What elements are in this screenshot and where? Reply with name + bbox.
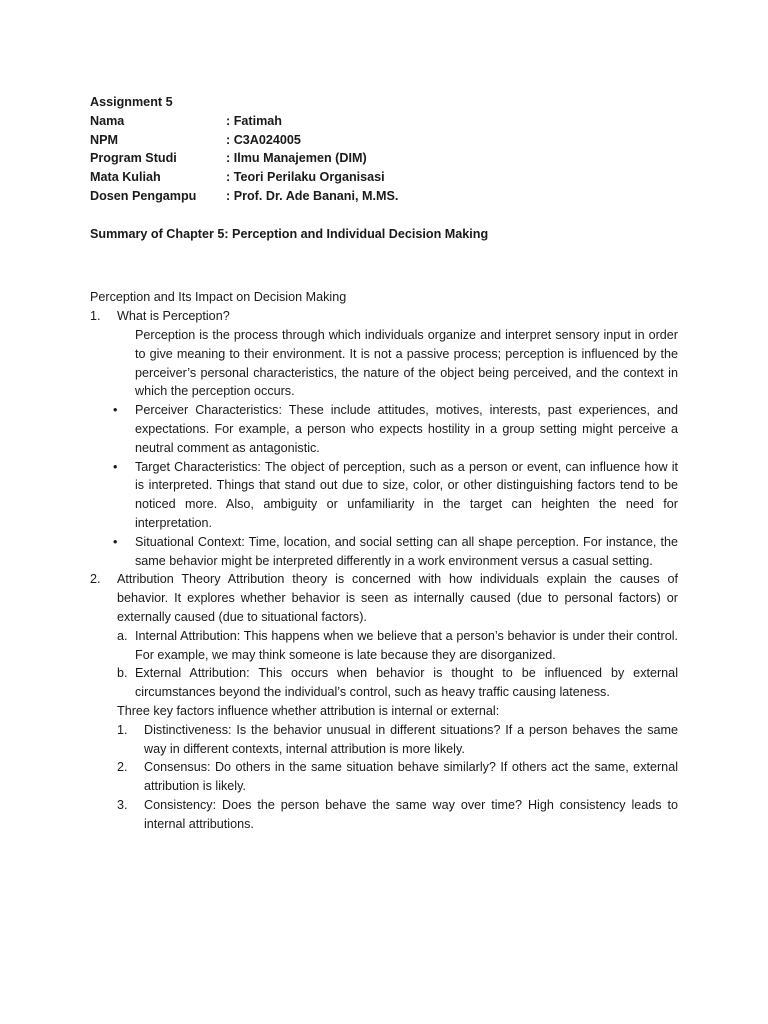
sub-text: External Attribution: This occurs when behavior is thought to be influenced by external circumstances beyond the individual’s control, such as heavy traffic causing lateness. [135, 666, 678, 700]
field-label: Mata Kuliah [90, 170, 161, 185]
field-npm [90, 131, 678, 150]
bullet-item [90, 533, 678, 571]
sub-item-b [90, 664, 678, 702]
field-label: NPM [90, 132, 118, 147]
factor-text: Distinctiveness: Is the behavior unusual in different situations? If a person behaves the same way in different contexts, internal attribution is more likely. [144, 722, 678, 756]
field-value: : Prof. Dr. Ade Banani, M.MS. [226, 188, 399, 203]
section-title: Perception and Its Impact on Decision Making [90, 290, 347, 305]
factor-text: Consistency: Does the person behave the same way over time? High consistency leads to internal attributions. [144, 797, 678, 831]
field-label: Dosen Pengampu [90, 188, 197, 203]
field-value: : Ilmu Manajemen (DIM) [226, 151, 367, 166]
factor-item [90, 758, 678, 796]
bullet-text: Perceiver Characteristics: These include attitudes, motives, interests, past experiences, and expectations. For example, a person who expects hostility in a group setting might perceive a neutral comment as antagonistic. [135, 403, 678, 455]
perception-paragraph: Perception is the process through which individuals organize and interpret sensory input in order to give meaning to their environment. It is not a passive process; perception is influenced by the perceiver’s personal characteristics, the nature of the object being perceived, and the context in which the perception occurs. [135, 327, 678, 399]
factor-item [90, 796, 678, 834]
factors-intro: Three key factors influence whether attribution is internal or external: [117, 703, 500, 718]
bullet-item [90, 458, 678, 533]
summary-title: Summary of Chapter 5: Perception and Individual Decision Making [90, 226, 489, 241]
bullet-text: Target Characteristics: The object of perception, such as a person or event, can influence how it is interpreted. Things that stand out due to size, color, or other distinguishing factors tend to be noticed more. Also, ambiguity or unfamiliarity in the target can heighten the need for interpretation. [135, 459, 678, 530]
document-page [90, 93, 678, 833]
list-item-1 [90, 307, 678, 326]
bullet-icon: • [113, 459, 118, 474]
bullet-icon: • [113, 534, 118, 549]
bullet-item [90, 401, 678, 457]
list-item-title: What is Perception? [117, 309, 230, 324]
factor-text: Consensus: Do others in the same situation behave similarly? If others act the same, external attribution is likely. [144, 760, 678, 794]
factor-number: 2. [117, 760, 128, 775]
field-label: Nama [90, 113, 125, 128]
field-nama [90, 112, 678, 131]
field-program-studi [90, 149, 678, 168]
list-item-2 [90, 570, 678, 626]
field-value: : Teori Perilaku Organisasi [226, 170, 385, 185]
attribution-paragraph: Attribution Theory Attribution theory is concerned with how individuals explain the causes of behavior. It explores whether behavior is seen as internally caused (due to personal factors) or externally caused (due to situational factors). [117, 572, 678, 624]
sub-text: Internal Attribution: This happens when we believe that a person’s behavior is under their control. For example, we may think someone is late because they are disorganized. [135, 628, 678, 662]
field-value: : C3A024005 [226, 132, 301, 147]
assignment-title: Assignment 5 [90, 95, 173, 109]
field-dosen-pengampu [90, 187, 678, 206]
factor-number: 1. [117, 722, 128, 737]
sub-marker: a. [117, 628, 128, 643]
field-label: Program Studi [90, 151, 177, 166]
factor-item [90, 721, 678, 759]
factor-number: 3. [117, 797, 128, 812]
sub-item-a [90, 627, 678, 665]
list-number: 1. [90, 309, 101, 324]
field-mata-kuliah [90, 168, 678, 187]
field-value: : Fatimah [226, 113, 282, 128]
list-number: 2. [90, 572, 101, 587]
sub-marker: b. [117, 666, 128, 681]
bullet-text: Situational Context: Time, location, and social setting can all shape perception. For instance, the same behavior might be interpreted differently in a work environment versus a casual setting. [135, 534, 678, 568]
bullet-icon: • [113, 403, 118, 418]
